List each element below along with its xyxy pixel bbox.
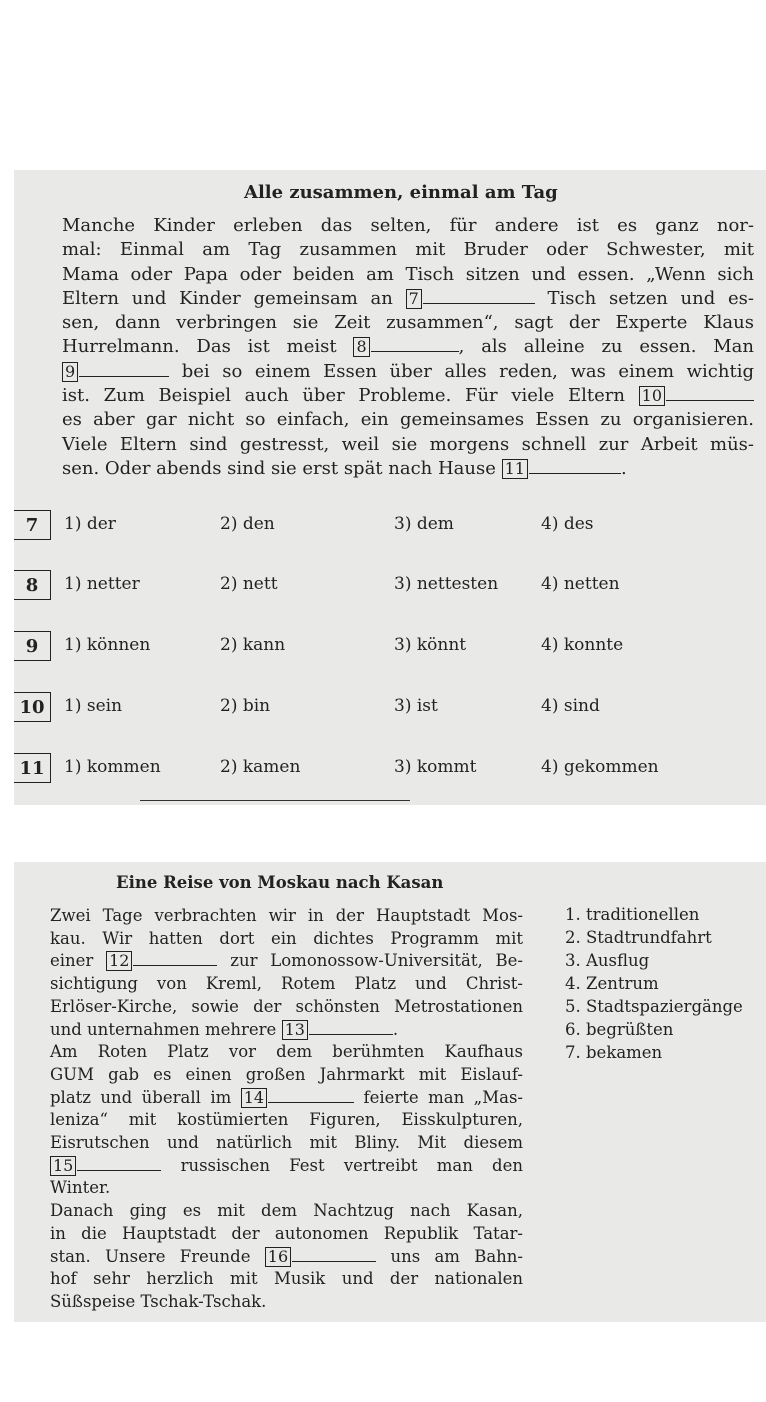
text2-title: Eine Reise von Moskau nach Kasan (116, 873, 444, 892)
text2-line-part: russischen Fest vertreibt man den (180, 1155, 523, 1175)
answer-option[interactable]: 3) nettesten (394, 574, 499, 594)
answer-option[interactable]: 4) netten (541, 574, 620, 594)
answer-option[interactable]: 3) ist (394, 696, 438, 716)
text1-line: sen, dann verbringen sie Zeit zusammen“, sagt der Experte Klaus (62, 312, 754, 334)
answer-option[interactable]: 3) dem (394, 514, 454, 534)
text2-line-part: einer (50, 951, 94, 971)
answer-option[interactable]: 2) den (220, 514, 275, 534)
text1-line (62, 457, 754, 481)
gap-number-box: 7 (406, 289, 422, 309)
text1-line (62, 360, 754, 384)
text2-line: Winter. (50, 1178, 111, 1198)
text1-line (62, 335, 754, 359)
gap-number-box: 8 (353, 337, 369, 357)
text2-line (50, 1246, 523, 1269)
text2-line: kau. Wir hatten dort ein dichtes Programm mit (50, 928, 523, 948)
question-row (0, 570, 766, 600)
text2-line: sichtigung von Kreml, Rotem Platz und Christ- (50, 974, 523, 994)
text1-title: Alle zusammen, einmal am Tag (244, 182, 558, 203)
text2-line-part: stan. Unsere Freunde (50, 1246, 251, 1266)
answer-blank[interactable] (292, 1247, 376, 1262)
answer-option[interactable]: 1) kommen (64, 757, 161, 777)
answer-blank[interactable] (133, 951, 217, 966)
text1-line: Mama oder Papa oder beiden am Tisch sitzen und essen. „Wenn sich (62, 263, 754, 285)
text2-line-part: uns am Bahn- (390, 1246, 524, 1266)
question-row (0, 753, 766, 783)
answer-option[interactable]: 1) netter (64, 574, 140, 594)
gap-number-box: 9 (62, 362, 78, 382)
gap-number-box: 10 (639, 386, 665, 406)
answer-option[interactable]: 2) nett (220, 574, 278, 594)
text2-line-part: und unternahmen mehrere (50, 1019, 277, 1039)
text1-line-part: . (620, 457, 627, 479)
question-number: 11 (14, 753, 51, 783)
text2-line: leniza“ mit kostümierten Figuren, Eisskulpturen, (50, 1110, 523, 1130)
text1-line-part: Eltern und Kinder gemeinsam an (62, 287, 393, 309)
question-number: 8 (14, 570, 51, 600)
text2-line (50, 1087, 523, 1110)
answer-option[interactable]: 3) kommt (394, 757, 477, 777)
question-number: 9 (14, 631, 51, 661)
word-list-item: 7. bekamen (565, 1043, 663, 1062)
text1-line-part: Tisch setzen und es- (547, 287, 754, 309)
text2-line: Süßspeise Tschak-Tschak. (50, 1291, 267, 1311)
text1-line-part: , als alleine zu essen. Man (458, 336, 754, 358)
text2-line (50, 950, 523, 973)
gap-number-box: 12 (106, 951, 132, 971)
text1-line: Viele Eltern sind gestresst, weil sie morgens schnell zur Arbeit müs- (62, 433, 754, 455)
text2-line-part: feierte man „Mas- (363, 1087, 523, 1107)
question-number: 7 (14, 510, 51, 540)
word-list-item: 1. traditionellen (565, 905, 700, 924)
word-list-item: 5. Stadtspaziergänge (565, 997, 743, 1016)
text1-paragraph (62, 214, 754, 481)
text1-line-part: ist. Zum Beispiel auch über Probleme. Für viele Eltern (62, 385, 625, 407)
text1-line (62, 287, 754, 311)
question-row (0, 692, 766, 722)
text2-line: Eisrutschen und natürlich mit Bliny. Mit diesem (50, 1133, 523, 1153)
gap-number-box: 13 (282, 1020, 308, 1040)
text1-line-part: bei so einem Essen über alles reden, was einem wichtig (181, 360, 754, 382)
text2-line (50, 1019, 523, 1042)
answer-blank[interactable] (77, 1156, 161, 1171)
answer-option[interactable]: 4) gekommen (541, 757, 659, 777)
gap-number-box: 11 (502, 459, 528, 479)
question-row (0, 510, 766, 540)
text2-line-part: . (392, 1019, 399, 1039)
gap-number-box: 14 (241, 1088, 267, 1108)
answer-option[interactable]: 4) des (541, 514, 594, 534)
gap-number-box: 16 (265, 1247, 291, 1267)
answer-option[interactable]: 2) kamen (220, 757, 301, 777)
answer-blank[interactable] (371, 337, 459, 352)
answer-blank[interactable] (268, 1088, 354, 1103)
answer-option[interactable]: 1) sein (64, 696, 123, 716)
answer-option[interactable]: 2) bin (220, 696, 271, 716)
answer-blank[interactable] (666, 386, 754, 401)
word-list (565, 903, 743, 1064)
text2-paragraph (50, 905, 523, 1314)
text2-line: Danach ging es mit dem Nachtzug nach Kasan, (50, 1201, 523, 1221)
text2-line: GUM gab es einen großen Jahrmarkt mit Eislauf- (50, 1064, 523, 1084)
answer-blank[interactable] (309, 1020, 393, 1035)
question-row (0, 631, 766, 661)
text1-line: es aber gar nicht so einfach, ein gemeinsames Essen zu organisieren. (62, 409, 754, 431)
text2-line: hof sehr herzlich mit Musik und der nationalen (50, 1269, 523, 1289)
answer-blank[interactable] (529, 459, 621, 474)
answer-blank[interactable] (79, 362, 169, 377)
text1-line: Manche Kinder erleben das selten, für andere ist es ganz nor- (62, 215, 754, 236)
text2-line-part: zur Lomonossow-Universität, Be- (230, 951, 523, 971)
text2-line: in die Hauptstadt der autonomen Republik Tatar- (50, 1223, 523, 1243)
text1-line-part: sen. Oder abends sind sie erst spät nach Hause (62, 457, 496, 479)
question-number: 10 (14, 692, 51, 722)
answer-option[interactable]: 3) könnt (394, 635, 467, 655)
answer-option[interactable]: 4) konnte (541, 635, 624, 655)
answer-option[interactable]: 4) sind (541, 696, 600, 716)
word-list-item: 4. Zentrum (565, 974, 659, 993)
text2-line: Am Roten Platz vor dem berühmten Kaufhaus (50, 1042, 523, 1062)
text1-line-part: Hurrelmann. Das ist meist (62, 336, 337, 358)
word-list-item: 2. Stadtrundfahrt (565, 928, 712, 947)
text1-line: mal: Einmal am Tag zusammen mit Bruder oder Schwester, mit (62, 239, 754, 261)
answer-option[interactable]: 2) kann (220, 635, 286, 655)
text2-line: Zwei Tage verbrachten wir in der Hauptstadt Mos- (50, 906, 523, 925)
text2-line: Erlöser-Kirche, sowie der schönsten Metrostationen (50, 996, 523, 1016)
divider (140, 800, 410, 801)
answer-option[interactable]: 1) können (64, 635, 151, 655)
text2-line-part: platz und überall im (50, 1087, 232, 1107)
gap-number-box: 15 (50, 1156, 76, 1176)
word-list-item: 3. Ausflug (565, 951, 650, 970)
text2-line (50, 1155, 523, 1178)
text1-line (62, 384, 754, 408)
answer-option[interactable]: 1) der (64, 514, 116, 534)
answer-blank[interactable] (423, 289, 535, 304)
word-list-item: 6. begrüßten (565, 1020, 674, 1039)
